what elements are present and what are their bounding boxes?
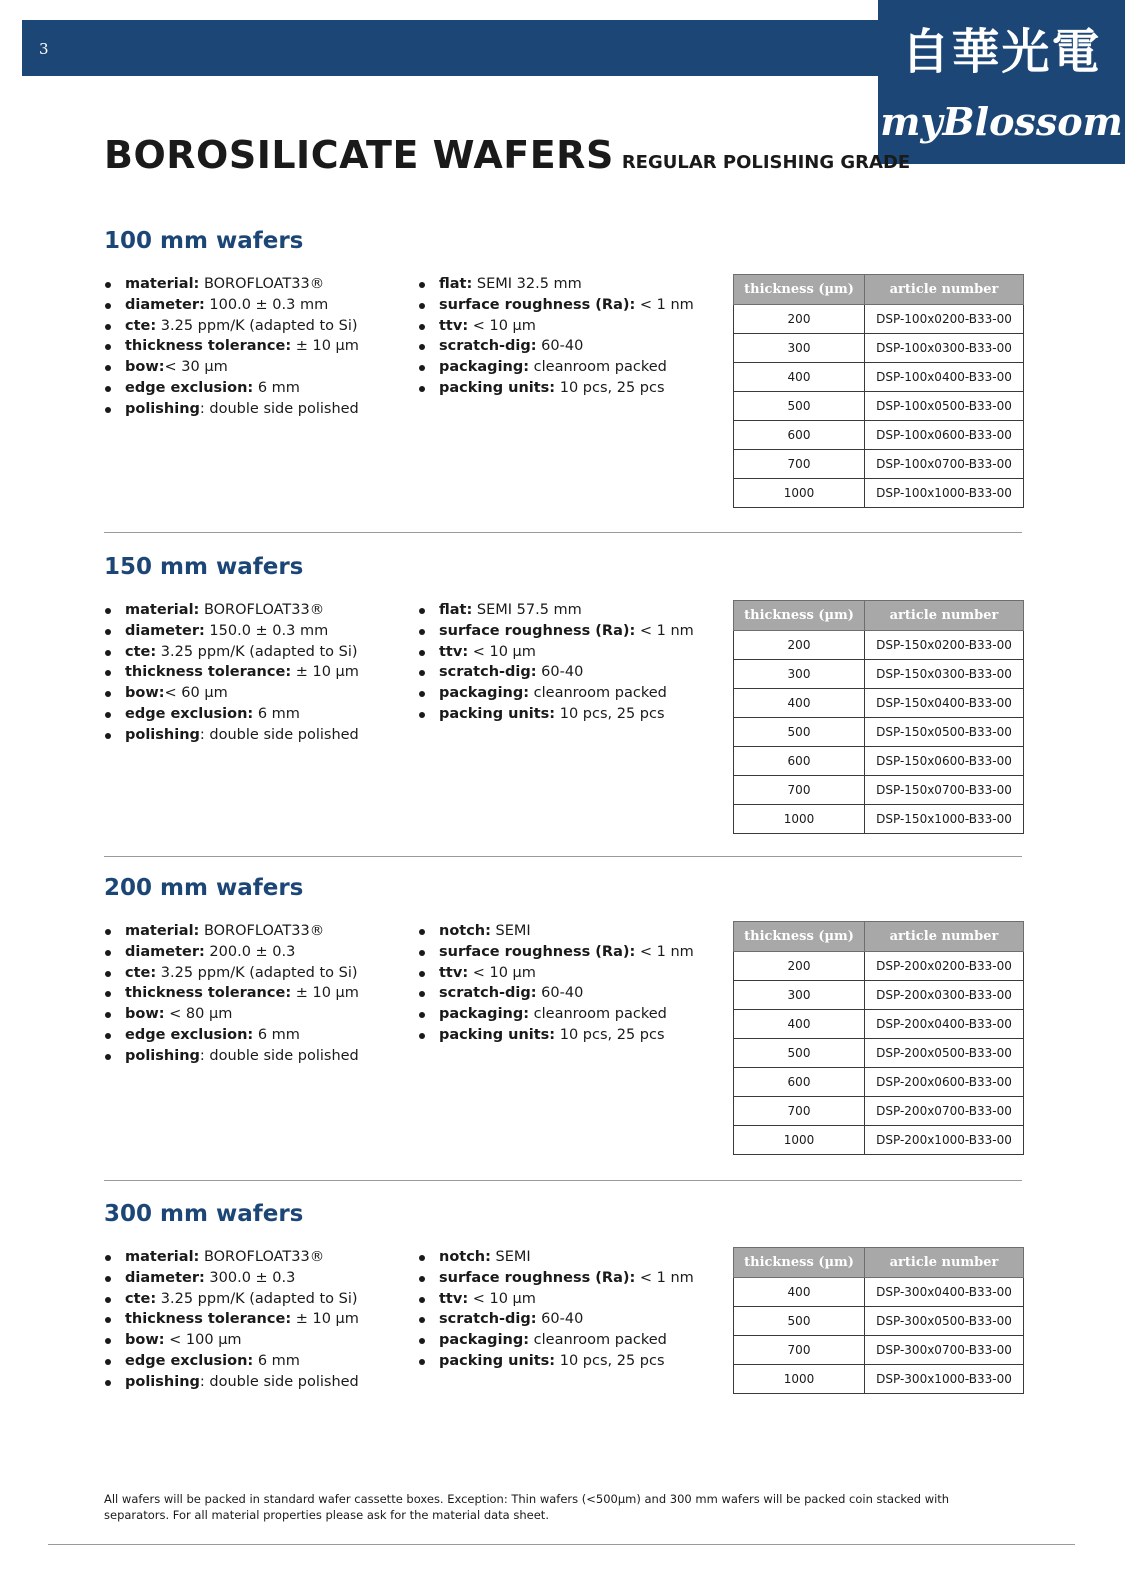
spec-item [104,1025,359,1046]
table-header-row [734,601,1024,631]
section-3 [0,1201,1125,1521]
spec-value: < 1 nm [635,296,694,313]
spec-item [418,1309,694,1330]
spec-item [418,600,694,621]
spec-label: surface roughness (Ra): [439,943,636,960]
spec-list-right [418,600,694,725]
table-row [734,1365,1024,1394]
cell-thickness: 400 [734,689,865,718]
spec-item [104,1046,359,1067]
cell-article-number: DSP-100x0500-B33-00 [865,392,1024,421]
column-header-thickness: thickness (µm) [734,922,865,952]
spec-label: thickness tolerance: [125,664,292,681]
spec-value: SEMI 57.5 mm [472,602,582,618]
section-title: 150 mm wafers [104,554,304,580]
spec-value: 10 pcs, 25 pcs [555,1026,665,1043]
spec-item [104,357,359,378]
spec-value: SEMI [490,923,531,939]
spec-label: polishing [125,400,200,417]
footnote [104,1491,1004,1523]
spec-value: < 1 nm [635,622,694,639]
spec-item [104,1268,359,1289]
cell-article-number: DSP-200x0500-B33-00 [865,1039,1024,1068]
spec-label: surface roughness (Ra): [439,1269,636,1286]
spec-value: 3.25 ppm/K (adapted to Si) [156,1290,358,1307]
spec-value: < 10 µm [468,1290,536,1307]
cell-article-number: DSP-200x0300-B33-00 [865,981,1024,1010]
spec-label: packing units: [439,1026,556,1043]
spec-label: flat: [439,602,473,618]
spec-value: ± 10 µm [291,664,359,681]
cell-article-number: DSP-150x0400-B33-00 [865,689,1024,718]
spec-item [104,704,359,725]
spec-label: edge exclusion: [125,379,254,396]
cell-thickness: 1000 [734,805,865,834]
spec-item [418,1351,694,1372]
cell-article-number: DSP-100x0200-B33-00 [865,305,1024,334]
spec-value: : double side polished [199,1373,359,1390]
section-title: 300 mm wafers [104,1201,304,1227]
page-title-main: BOROSILICATE WAFERS [104,133,614,177]
column-header-thickness: thickness (µm) [734,601,865,631]
spec-label: ttv: [439,643,469,660]
spec-label: material: [125,276,200,292]
spec-item [418,921,694,942]
cell-article-number: DSP-100x0700-B33-00 [865,450,1024,479]
spec-label: material: [125,1249,200,1265]
cell-article-number: DSP-200x1000-B33-00 [865,1126,1024,1155]
table-row [734,776,1024,805]
spec-label: thickness tolerance: [125,338,292,355]
cell-thickness: 400 [734,363,865,392]
section-0 [0,228,1125,548]
spec-value: < 10 µm [468,317,536,334]
spec-item [104,963,359,984]
spec-item [104,942,359,963]
spec-item [104,642,359,663]
spec-value: 6 mm [253,1026,300,1043]
cell-article-number: DSP-100x0400-B33-00 [865,363,1024,392]
spec-item [418,274,694,295]
spec-label: packing units: [439,379,556,396]
spec-label: material: [125,602,200,618]
spec-value: < 10 µm [468,643,536,660]
spec-item [104,600,359,621]
spec-label: packaging: [439,1332,530,1349]
spec-item [104,662,359,683]
spec-value: < 60 µm [164,685,228,702]
spec-value: 3.25 ppm/K (adapted to Si) [156,964,358,981]
spec-label: polishing [125,726,200,743]
cell-thickness: 1000 [734,479,865,508]
spec-item [104,1247,359,1268]
table-row [734,1278,1024,1307]
spec-item [418,662,694,683]
table-row [734,1336,1024,1365]
section-divider [104,532,1022,533]
column-header-thickness: thickness (µm) [734,275,865,305]
page-title [104,133,910,177]
cell-article-number: DSP-100x1000-B33-00 [865,479,1024,508]
spec-value: ± 10 µm [291,985,359,1002]
spec-label: diameter: [125,296,205,313]
cell-article-number: DSP-300x0700-B33-00 [865,1336,1024,1365]
spec-item [104,983,359,1004]
spec-list-right [418,921,694,1046]
spec-label: packing units: [439,705,556,722]
spec-value: 6 mm [253,379,300,396]
spec-value: 100.0 ± 0.3 mm [204,296,329,313]
cell-thickness: 700 [734,1097,865,1126]
cell-thickness: 400 [734,1278,865,1307]
spec-item [104,316,359,337]
spec-item [104,1309,359,1330]
cell-article-number: DSP-100x0300-B33-00 [865,334,1024,363]
spec-value: 6 mm [253,705,300,722]
cell-thickness: 500 [734,718,865,747]
table-row [734,1010,1024,1039]
table-row [734,1097,1024,1126]
spec-item [104,1372,359,1393]
spec-value: ± 10 µm [291,1311,359,1328]
spec-item [418,1004,694,1025]
table-row [734,952,1024,981]
spec-label: cte: [125,643,157,660]
spec-item [104,295,359,316]
cell-article-number: DSP-300x0400-B33-00 [865,1278,1024,1307]
cell-thickness: 700 [734,1336,865,1365]
spec-label: packaging: [439,1006,530,1023]
section-title: 200 mm wafers [104,875,304,901]
spec-value: 10 pcs, 25 pcs [555,705,665,722]
spec-value: cleanroom packed [529,1006,667,1023]
cell-article-number: DSP-200x0700-B33-00 [865,1097,1024,1126]
cell-thickness: 1000 [734,1126,865,1155]
cell-thickness: 700 [734,776,865,805]
spec-label: edge exclusion: [125,1026,254,1043]
table-row [734,305,1024,334]
cell-article-number: DSP-150x0600-B33-00 [865,747,1024,776]
spec-item [418,1025,694,1046]
spec-value: < 10 µm [468,964,536,981]
cell-article-number: DSP-150x0200-B33-00 [865,631,1024,660]
spec-label: ttv: [439,317,469,334]
spec-label: diameter: [125,1269,205,1286]
spec-value: 3.25 ppm/K (adapted to Si) [156,643,358,660]
spec-value: : double side polished [199,1047,359,1064]
table-row [734,421,1024,450]
spec-item [418,316,694,337]
spec-value: 60-40 [536,664,584,681]
spec-label: diameter: [125,943,205,960]
spec-item [418,357,694,378]
spec-label: cte: [125,964,157,981]
spec-value: cleanroom packed [529,359,667,376]
spec-value: : double side polished [199,400,359,417]
spec-value: BOROFLOAT33® [199,923,325,939]
spec-item [418,1268,694,1289]
cell-thickness: 600 [734,747,865,776]
column-header-thickness: thickness (µm) [734,1248,865,1278]
table-row [734,1126,1024,1155]
spec-label: polishing [125,1373,200,1390]
spec-item [418,704,694,725]
spec-item [418,963,694,984]
spec-label: cte: [125,1290,157,1307]
spec-value: 200.0 ± 0.3 [204,943,296,960]
spec-list-left [104,600,359,746]
spec-item [104,921,359,942]
spec-label: diameter: [125,622,205,639]
spec-value: 10 pcs, 25 pcs [555,379,665,396]
spec-value: 300.0 ± 0.3 [204,1269,296,1286]
cell-thickness: 200 [734,631,865,660]
table-row [734,479,1024,508]
table-row [734,363,1024,392]
spec-label: packaging: [439,359,530,376]
cell-article-number: DSP-150x0500-B33-00 [865,718,1024,747]
spec-label: ttv: [439,1290,469,1307]
cell-thickness: 300 [734,334,865,363]
spec-value: : double side polished [199,726,359,743]
spec-item [418,942,694,963]
cell-thickness: 400 [734,1010,865,1039]
spec-list-right [418,1247,694,1372]
spec-item [104,378,359,399]
spec-item [104,1330,359,1351]
spec-item [104,683,359,704]
spec-item [418,378,694,399]
table-row [734,718,1024,747]
spec-value: < 1 nm [635,943,694,960]
spec-item [418,621,694,642]
cell-article-number: DSP-100x0600-B33-00 [865,421,1024,450]
spec-item [104,399,359,420]
spec-item [104,621,359,642]
table-row [734,392,1024,421]
spec-label: surface roughness (Ra): [439,622,636,639]
spec-label: bow: [125,685,165,702]
spec-item [418,1247,694,1268]
table-row [734,334,1024,363]
spec-label: bow: [125,359,165,376]
spec-label: scratch-dig: [439,338,537,355]
spec-value: SEMI 32.5 mm [472,276,582,292]
footnote-line-2: separators. For all material properties please ask for the material data sheet. [104,1508,549,1522]
table-header-row [734,275,1024,305]
spec-value: 60-40 [536,338,584,355]
spec-item [104,1004,359,1025]
section-1 [0,554,1125,874]
article-table [733,600,1024,834]
spec-item [418,983,694,1004]
spec-value: < 30 µm [164,359,228,376]
table-row [734,747,1024,776]
spec-item [104,274,359,295]
table-row [734,660,1024,689]
section-title: 100 mm wafers [104,228,304,254]
article-table [733,1247,1024,1394]
spec-item [418,336,694,357]
spec-value: SEMI [490,1249,531,1265]
spec-label: scratch-dig: [439,985,537,1002]
spec-label: material: [125,923,200,939]
spec-label: surface roughness (Ra): [439,296,636,313]
spec-value: 150.0 ± 0.3 mm [204,622,329,639]
cell-article-number: DSP-200x0200-B33-00 [865,952,1024,981]
column-header-article: article number [865,922,1024,952]
cell-article-number: DSP-200x0600-B33-00 [865,1068,1024,1097]
section-divider [104,1180,1022,1181]
spec-item [418,683,694,704]
column-header-article: article number [865,601,1024,631]
table-header-row [734,1248,1024,1278]
spec-value: BOROFLOAT33® [199,602,325,618]
cell-thickness: 300 [734,981,865,1010]
spec-item [418,295,694,316]
spec-item [418,1330,694,1351]
cell-thickness: 200 [734,305,865,334]
header-bar [22,20,882,76]
spec-list-left [104,1247,359,1393]
table-row [734,450,1024,479]
cell-thickness: 500 [734,1039,865,1068]
spec-label: notch: [439,1249,491,1265]
cell-thickness: 200 [734,952,865,981]
spec-item [104,1351,359,1372]
cell-thickness: 600 [734,1068,865,1097]
footnote-line-1: All wafers will be packed in standard wafer cassette boxes. Exception: Thin wafers (<500µm) and 300 mm wafers will be packed coin stacked with [104,1492,950,1506]
spec-label: packing units: [439,1352,556,1369]
spec-value: BOROFLOAT33® [199,1249,325,1265]
spec-value: ± 10 µm [291,338,359,355]
page-title-sub: REGULAR POLISHING GRADE [621,152,911,173]
cell-thickness: 1000 [734,1365,865,1394]
spec-item [104,1289,359,1310]
spec-label: scratch-dig: [439,1311,537,1328]
cell-thickness: 500 [734,1307,865,1336]
spec-value: 60-40 [536,985,584,1002]
page-number: 3 [39,40,49,58]
spec-label: thickness tolerance: [125,985,292,1002]
spec-list-right [418,274,694,399]
column-header-article: article number [865,1248,1024,1278]
spec-list-left [104,921,359,1067]
logo-english-text: myBlossom [880,99,1123,144]
spec-label: scratch-dig: [439,664,537,681]
spec-label: flat: [439,276,473,292]
spec-label: edge exclusion: [125,705,254,722]
spec-label: ttv: [439,964,469,981]
spec-value: 3.25 ppm/K (adapted to Si) [156,317,358,334]
cell-thickness: 700 [734,450,865,479]
table-row [734,981,1024,1010]
spec-value: cleanroom packed [529,1332,667,1349]
article-table [733,274,1024,508]
spec-item [104,336,359,357]
cell-article-number: DSP-150x1000-B33-00 [865,805,1024,834]
table-row [734,1307,1024,1336]
spec-value: 6 mm [253,1352,300,1369]
section-2 [0,875,1125,1195]
spec-value: cleanroom packed [529,685,667,702]
table-row [734,805,1024,834]
cell-article-number: DSP-200x0400-B33-00 [865,1010,1024,1039]
spec-list-left [104,274,359,420]
spec-item [418,1289,694,1310]
table-row [734,689,1024,718]
cell-article-number: DSP-150x0700-B33-00 [865,776,1024,805]
cell-thickness: 500 [734,392,865,421]
spec-value: < 100 µm [164,1332,242,1349]
spec-value: < 1 nm [635,1269,694,1286]
table-header-row [734,922,1024,952]
table-row [734,631,1024,660]
bottom-divider [48,1544,1075,1545]
spec-label: polishing [125,1047,200,1064]
table-row [734,1068,1024,1097]
spec-value: BOROFLOAT33® [199,276,325,292]
article-table [733,921,1024,1155]
spec-value: 60-40 [536,1311,584,1328]
logo-chinese-text: 自華光電 [901,24,1102,80]
spec-label: bow: [125,1006,165,1023]
cell-article-number: DSP-150x0300-B33-00 [865,660,1024,689]
cell-thickness: 600 [734,421,865,450]
spec-label: notch: [439,923,491,939]
section-divider [104,856,1022,857]
spec-item [418,642,694,663]
spec-value: 10 pcs, 25 pcs [555,1352,665,1369]
spec-label: cte: [125,317,157,334]
brand-logo [878,0,1125,164]
spec-label: thickness tolerance: [125,1311,292,1328]
spec-label: packaging: [439,685,530,702]
spec-label: edge exclusion: [125,1352,254,1369]
spec-value: < 80 µm [164,1006,233,1023]
cell-thickness: 300 [734,660,865,689]
column-header-article: article number [865,275,1024,305]
spec-label: bow: [125,1332,165,1349]
cell-article-number: DSP-300x0500-B33-00 [865,1307,1024,1336]
spec-item [104,725,359,746]
cell-article-number: DSP-300x1000-B33-00 [865,1365,1024,1394]
table-row [734,1039,1024,1068]
